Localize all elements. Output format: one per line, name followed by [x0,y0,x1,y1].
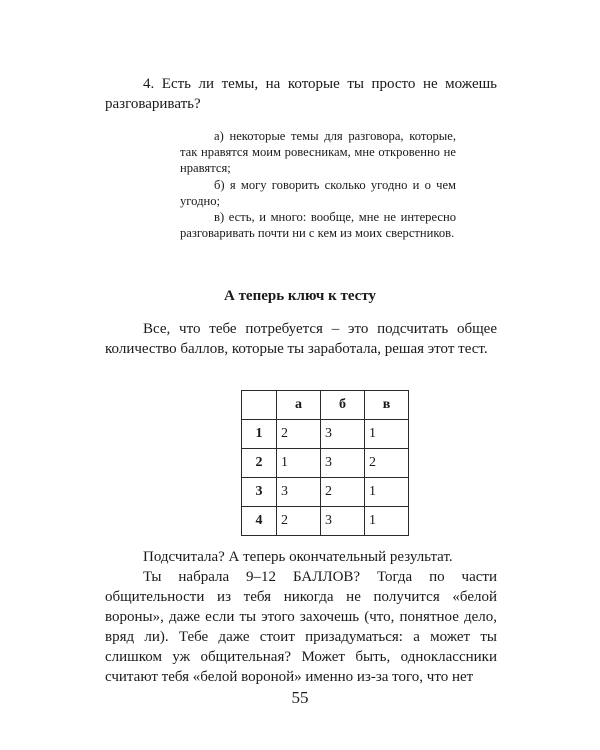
table-corner-cell [242,391,277,420]
intro-paragraph: Все, что тебе потребуется – это подсчитать общее количество баллов, которые ты заработала, решая этот тест. [105,321,497,357]
table-row [242,449,409,478]
table-row [242,478,409,507]
row-header: 3 [242,478,277,507]
table-cell: 2 [277,507,321,536]
table-cell: 2 [321,478,365,507]
option-a: а) некоторые темы для разговора, которые, так нравятся моим ровесникам, мне откровенно не нравятся; [180,129,456,176]
table-cell: 3 [321,420,365,449]
column-header: в [365,391,409,420]
table-cell: 3 [321,449,365,478]
table-cell: 1 [365,420,409,449]
table-row [242,507,409,536]
table-cell: 2 [365,449,409,478]
question-text: 4. Есть ли темы, на которые ты просто не можешь разговаривать? [105,76,497,112]
option-b: б) я могу говорить сколько угодно и о чем угодно; [180,177,456,208]
result-paragraph: Ты набрала 9–12 БАЛЛОВ? Тогда по части общительности из тебя никогда не получится «белой вороны», даже если ты этого захочешь (что, понятное дело, вряд ли). Тебе даже стоит призадуматься: а может ты слишком уж общительная? Может быть, одноклассники считают тебя «белой вороной» именно из-за того, что нет [105,569,497,685]
table-cell: 1 [277,449,321,478]
table-cell: 2 [277,420,321,449]
key-heading: А теперь ключ к тесту [223,288,377,304]
table-cell: 3 [277,478,321,507]
result-section [105,547,497,687]
row-header: 2 [242,449,277,478]
score-key-table [241,390,409,536]
row-header: 4 [242,507,277,536]
option-c: в) есть, и много: вообще, мне не интересно разговаривать почти ни с кем из моих сверстников. [180,210,456,241]
page-number: 55 [291,688,309,707]
table-cell: 1 [365,507,409,536]
table-header-row [242,391,409,420]
table-cell: 3 [321,507,365,536]
result-lead-in: Подсчитала? А теперь окончательный результат. [143,549,453,565]
table-cell: 1 [365,478,409,507]
answer-options [180,128,456,241]
column-header: б [321,391,365,420]
table-row [242,420,409,449]
row-header: 1 [242,420,277,449]
column-header: а [277,391,321,420]
